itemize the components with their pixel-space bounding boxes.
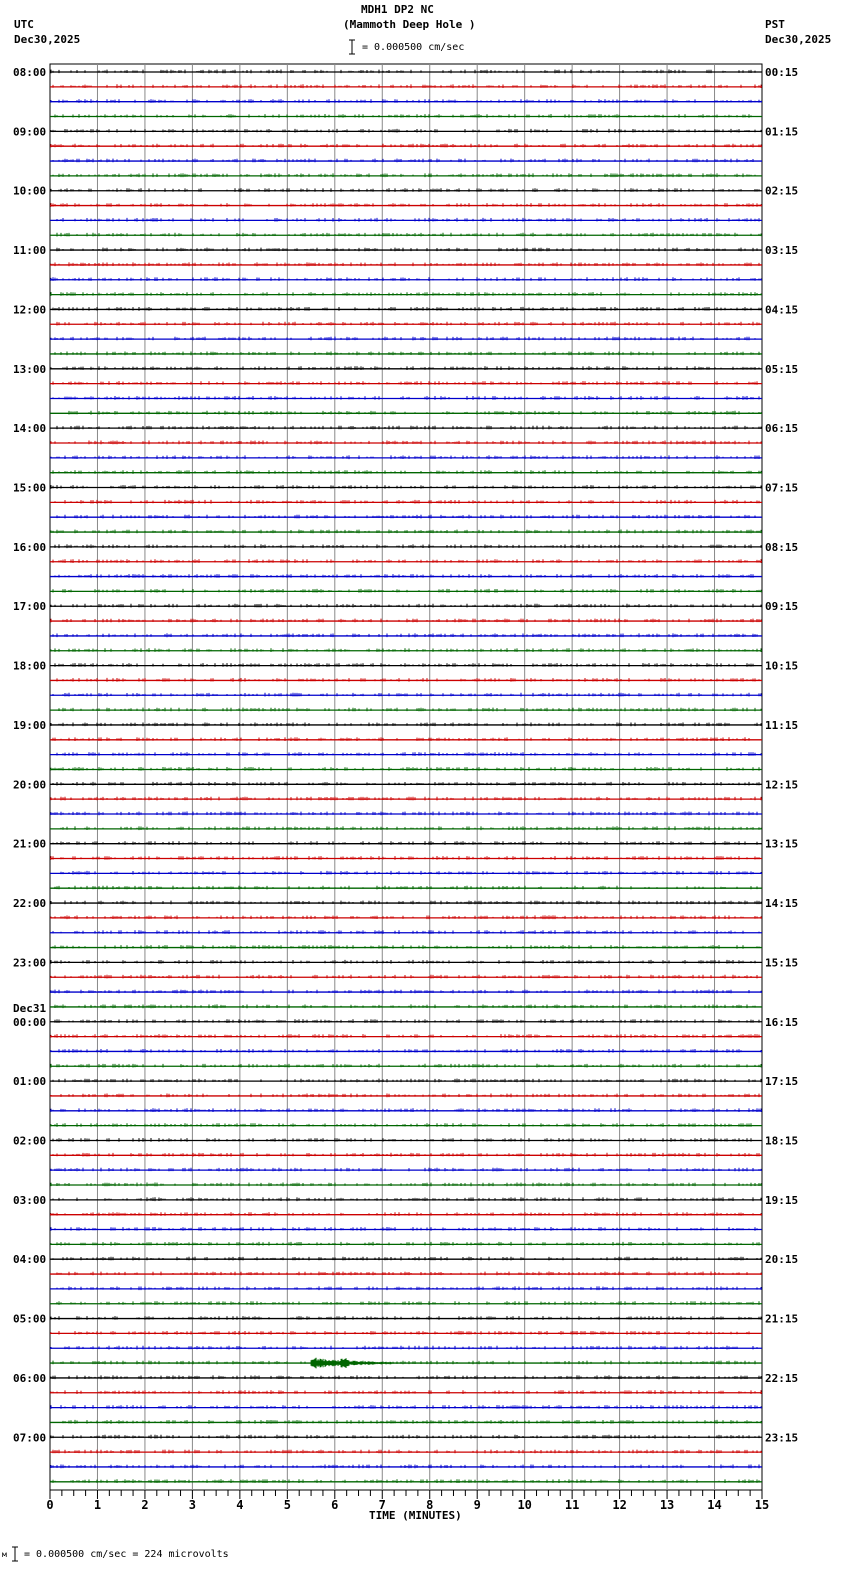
pst-hour-label: 06:15 [765, 422, 799, 436]
pst-date: Dec30,2025 [765, 33, 832, 46]
pst-hour-label: 17:15 [765, 1075, 799, 1089]
pst-hour-label: 04:15 [765, 303, 799, 317]
utc-hour-label: 21:00 [13, 837, 47, 851]
pst-hour-label: 14:15 [765, 897, 799, 911]
date-change-label: Dec31 [13, 1001, 47, 1015]
utc-hour-label: 19:00 [13, 718, 47, 732]
x-tick-label: 15 [754, 1498, 770, 1512]
x-tick-label: 2 [141, 1498, 149, 1512]
pst-hour-label: 03:15 [765, 244, 799, 258]
station-title: MDH1 DP2 NC [361, 3, 434, 16]
utc-hour-label: 22:00 [13, 897, 47, 911]
pst-hour-label: 02:15 [765, 184, 799, 198]
pst-hour-label: 12:15 [765, 778, 799, 792]
pst-hour-label: 23:15 [765, 1431, 799, 1445]
utc-hour-label: 23:00 [13, 956, 47, 970]
pst-hour-label: 19:15 [765, 1193, 799, 1207]
pst-hour-label: 10:15 [765, 659, 799, 673]
utc-hour-label: 04:00 [13, 1253, 47, 1267]
pst-hour-label: 05:15 [765, 362, 799, 376]
utc-hour-label: 10:00 [13, 184, 47, 198]
utc-hour-label: 05:00 [13, 1312, 47, 1326]
utc-date: Dec30,2025 [14, 33, 81, 46]
utc-hour-label: 17:00 [13, 600, 47, 614]
utc-hour-label: 03:00 [13, 1193, 47, 1207]
footer-scale: = 0.000500 cm/sec = 224 microvolts [24, 1549, 229, 1560]
seismic-trace [57, 233, 761, 237]
utc-hour-label: 14:00 [13, 422, 47, 436]
pst-hour-label: 18:15 [765, 1134, 799, 1148]
pst-hour-label: 13:15 [765, 837, 799, 851]
x-tick-label: 14 [707, 1498, 722, 1512]
x-tick-label: 1 [93, 1498, 102, 1512]
pst-hour-label: 11:15 [765, 718, 799, 732]
x-tick-label: 12 [612, 1498, 627, 1512]
station-name: (Mammoth Deep Hole ) [343, 18, 476, 31]
x-tick-label: 4 [236, 1498, 244, 1512]
x-tick-label: 0 [46, 1498, 54, 1512]
scale-bar-icon [349, 40, 355, 54]
utc-hour-label: 13:00 [13, 362, 47, 376]
x-tick-label: 11 [564, 1498, 580, 1512]
scale-text: = 0.000500 cm/sec [362, 42, 465, 53]
x-axis-label: TIME (MINUTES) [369, 1509, 462, 1522]
pst-hour-label: 07:15 [765, 481, 799, 495]
utc-hour-label: 08:00 [13, 66, 47, 79]
pst-hour-label: 21:15 [765, 1312, 799, 1326]
pst-hour-label: 01:15 [765, 125, 799, 139]
utc-hour-label: 09:00 [13, 125, 47, 139]
x-tick-label: 7 [378, 1498, 386, 1512]
utc-label: UTC [14, 18, 34, 31]
x-tick-label: 10 [517, 1498, 532, 1512]
utc-hour-label: 12:00 [13, 303, 47, 317]
pst-hour-label: 09:15 [765, 600, 799, 614]
utc-hour-label: 06:00 [13, 1371, 47, 1385]
utc-hour-label: 18:00 [13, 659, 47, 673]
x-tick-label: 13 [659, 1498, 675, 1512]
pst-hour-label: 00:15 [765, 66, 799, 79]
utc-hour-label: 01:00 [13, 1075, 47, 1089]
pst-hour-label: 20:15 [765, 1253, 799, 1267]
utc-hour-label: 20:00 [13, 778, 47, 792]
utc-hour-label: 00:00 [13, 1015, 47, 1029]
x-tick-label: 5 [283, 1498, 291, 1512]
pst-hour-label: 22:15 [765, 1371, 799, 1385]
x-tick-label: 3 [188, 1498, 197, 1512]
footer-scale-bar-icon [12, 1547, 18, 1561]
utc-hour-label: 11:00 [13, 244, 47, 258]
utc-hour-label: 02:00 [13, 1134, 47, 1148]
pst-hour-label: 16:15 [765, 1015, 799, 1029]
utc-hour-label: 16:00 [13, 540, 47, 554]
pst-hour-label: 15:15 [765, 956, 799, 970]
x-tick-label: 6 [331, 1498, 339, 1512]
utc-hour-label: 15:00 [13, 481, 47, 495]
x-tick-label: 8 [426, 1498, 434, 1512]
pst-hour-label: 08:15 [765, 540, 799, 554]
pst-label: PST [765, 18, 785, 31]
footer-mark: м [2, 1550, 7, 1559]
utc-hour-label: 07:00 [13, 1431, 47, 1445]
x-tick-label: 9 [473, 1498, 481, 1512]
